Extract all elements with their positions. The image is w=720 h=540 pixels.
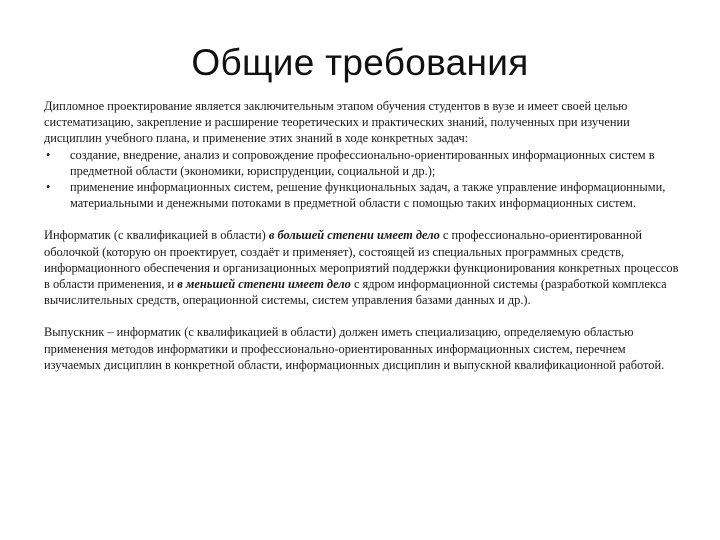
slide-title: Общие требования	[191, 42, 529, 83]
para2-emphasis: в меньшей степени имеет дело	[177, 277, 351, 292]
para2-emphasis: в большей степени имеет дело	[268, 228, 440, 243]
bullet-text: применение информационных систем, решение функциональных задач, а также управление информационными, материальными и денежными потоками в предметной области с помощью таких информационных систем.	[70, 180, 666, 211]
graduate-paragraph: Выпускник – информатик (с квалификацией в области) должен иметь специализацию, определяемую областью применения методов информатики и профессионально-ориентированных информационных систем, перечнем изучаемых дисциплин в конкретной области, информационных дисциплин и выпускной квалификационной работой.	[44, 325, 665, 372]
para2-text: Информатик (с квалификацией в области)	[44, 228, 269, 243]
bullet-icon: •	[46, 180, 51, 195]
bullet-list	[44, 147, 684, 212]
informatician-paragraph	[44, 227, 684, 308]
slide-body	[44, 98, 684, 373]
intro-paragraph: Дипломное проектирование является заключительным этапом обучения студентов в вузе и имеет своей целью систематизацию, закрепление и расширение теоретических и практических знаний, полученных при изучении дисциплин учебного плана, и применение этих знаний в ходе конкретных задач:	[44, 99, 630, 146]
para2-text: с профессионально-ориентированной оболочкой (которую он проектирует, создаёт и применяет), состоящей из специальных программных средств, информационного обеспечения и организационных мероприятий поддержки функционирования конкретных процессов в области применения, и	[44, 228, 679, 292]
bullet-item	[44, 179, 684, 211]
para2-text: с ядром информационной системы (разработкой комплекса вычислительных средств, операционной системы, систем управления базами данных и др.).	[44, 277, 667, 308]
bullet-text: создание, внедрение, анализ и сопровождение профессионально-ориентированных информационных систем в предметной области (экономики, юриспруденции, социальной и др.);	[70, 147, 655, 178]
bullet-item	[44, 147, 684, 179]
bullet-icon: •	[46, 147, 51, 162]
